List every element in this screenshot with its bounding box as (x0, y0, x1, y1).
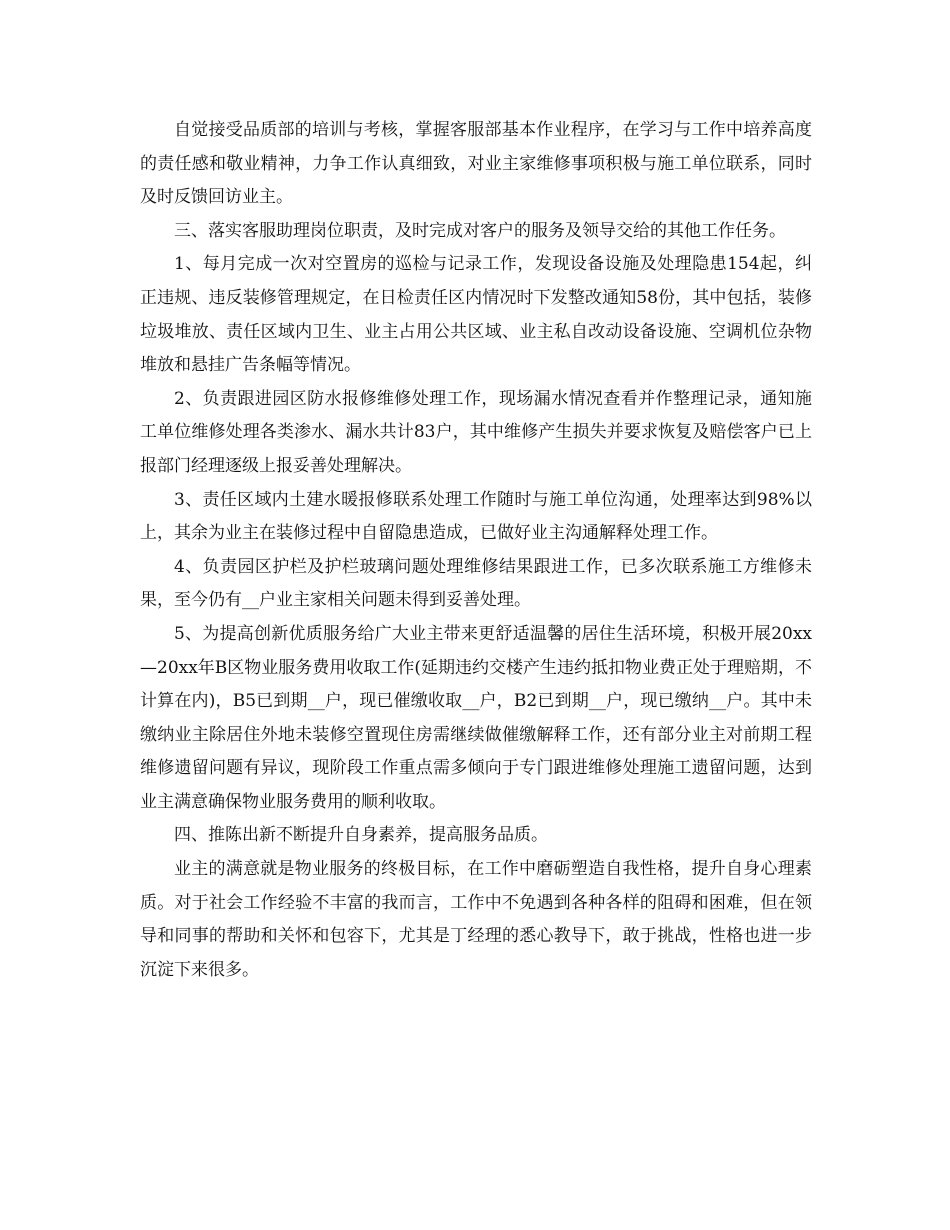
section-heading-4: 四、推陈出新不断提升自身素养，提高服务品质。 (174, 825, 548, 846)
list-item-4: 4、负责园区护栏及护栏玻璃问题处理维修结果跟进工作，已多次联系施工方维修未果，至今仍有__户业主家相关问题未得到妥善处理。 (140, 556, 812, 611)
list-item-3: 3、责任区域内土建水暖报修联系处理工作随时与施工单位沟通，处理率达到98%以上，其余为业主在装修过程中自留隐患造成，已做好业主沟通解释处理工作。 (140, 489, 812, 544)
list-item-5: 5、为提高创新优质服务给广大业主带来更舒适温馨的居住生活环境，积极开展20xx—20xx年B区物业服务费用收取工作(延期违约交楼产生违约抵扣物业费正处于理赔期，不计算在内)，B5已到期__户，现已催缴收取__户，B2已到期__户，现已缴纳__户。其中未缴纳业主除居住外地未装修空置现住房需继续做催缴解释工作，还有部分业主对前期工程维修遗留问题有异议，现阶段工作重点需多倾向于专门跟进维修处理施工遗留问题，达到业主满意确保物业服务费用的顺利收取。 (140, 623, 812, 812)
document-body (140, 114, 812, 987)
paragraph-intro: 自觉接受品质部的培训与考核，掌握客服部基本作业程序，在学习与工作中培养高度的责任感和敬业精神，力争工作认真细致，对业主家维修事项积极与施工单位联系，同时及时反馈回访业主。 (140, 120, 812, 208)
section-heading-3: 三、落实客服助理岗位职责，及时完成对客户的服务及领导交给的其他工作任务。 (174, 220, 786, 241)
list-item-2: 2、负责跟进园区防水报修维修处理工作，现场漏水情况查看并作整理记录，通知施工单位维修处理各类渗水、漏水共计83户，其中维修产生损失并要求恢复及赔偿客户已上报部门经理逐级上报妥善处理解决。 (140, 388, 812, 476)
list-item-1: 1、每月完成一次对空置房的巡检与记录工作，发现设备设施及处理隐患154起，纠正违规、违反装修管理规定，在日检责任区内情况时下发整改通知58份，其中包括，装修垃圾堆放、责任区域内卫生、业主占用公共区域、业主私自改动设备设施、空调机位杂物堆放和悬挂广告条幅等情况。 (140, 254, 812, 376)
paragraph-closing: 业主的满意就是物业服务的终极目标，在工作中磨砺塑造自我性格，提升自身心理素质。对于社会工作经验不丰富的我而言，工作中不免遇到各种各样的阻碍和困难，但在领导和同事的帮助和关怀和包容下，尤其是丁经理的悉心教导下，敢于挑战，性格也进一步沉淀下来很多。 (140, 859, 812, 980)
